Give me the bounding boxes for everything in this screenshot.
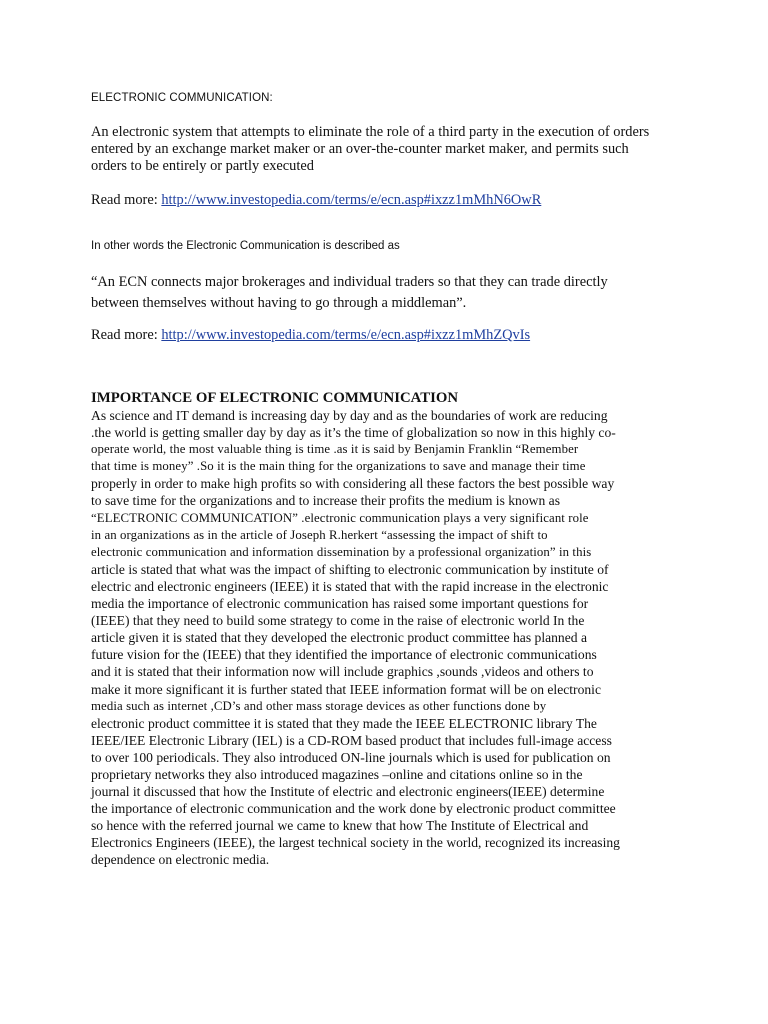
importance-body-paragraph — [91, 407, 691, 869]
body-line: electric and electronic engineers (IEEE) it is stated that with the rapid increase in the electronic — [91, 578, 609, 594]
body-line: Electronics Engineers (IEEE), the largest technical society in the world, recognized its increasing — [91, 835, 620, 851]
body-line: that time is money” .So it is the main thing for the organizations to save and manage their time — [91, 459, 586, 474]
read-more-label: Read more: — [91, 192, 162, 208]
body-line: dependence on electronic media. — [91, 852, 270, 868]
read-more-line-2 — [91, 327, 530, 344]
body-line: so hence with the referred journal we came to knew that how The Institute of Electrical and — [91, 818, 589, 834]
investopedia-link-1[interactable]: http://www.investopedia.com/terms/e/ecn.asp#ixzz1mMhN6OwR — [161, 192, 542, 208]
body-line: the importance of electronic communication and the work done by electronic product committee — [91, 801, 616, 817]
body-line: proprietary networks they also introduced magazines –online and citations online so in the — [91, 766, 583, 782]
body-line: journal it discussed that how the Institute of electric and electronic engineers(IEEE) determine — [91, 784, 605, 800]
ecn-quote — [91, 272, 691, 314]
paragraph-line: entered by an exchange market maker or an over-the-counter market maker, and permits such — [91, 141, 629, 157]
definition-paragraph — [91, 124, 691, 175]
quote-line: “An ECN connects major brokerages and individual traders so that they can trade directly — [91, 274, 608, 290]
body-line: in an organizations as in the article of Joseph R.herkert “assessing the impact of shift to — [91, 527, 548, 542]
body-line: “ELECTRONIC COMMUNICATION” .electronic communication plays a very significant role — [91, 510, 589, 525]
body-line: make it more significant it is further stated that IEEE information format will be on electronic — [91, 681, 601, 697]
body-line: electronic communication and information dissemination by a professional organization” in this — [91, 544, 592, 559]
paragraph-line: orders to be entirely or partly executed — [91, 158, 314, 174]
body-line: .the world is getting smaller day by day as it’s the time of globalization so now in this highly co- — [91, 425, 616, 441]
read-more-label: Read more: — [91, 327, 162, 343]
body-line: electronic product committee it is stated that they made the IEEE ELECTRONIC library The — [91, 715, 597, 731]
quote-line: between themselves without having to go through a middleman”. — [91, 295, 467, 311]
body-line: article given it is stated that they developed the electronic product committee has planned a — [91, 630, 587, 646]
paragraph-line: An electronic system that attempts to eliminate the role of a third party in the execution of orders — [91, 124, 650, 140]
investopedia-link-2[interactable]: http://www.investopedia.com/terms/e/ecn.asp#ixzz1mMhZQvIs — [161, 327, 531, 343]
body-line: media the importance of electronic communication has raised some important questions for — [91, 596, 589, 612]
body-line: IEEE/IEE Electronic Library (IEL) is a CD-ROM based product that includes full-image access — [91, 732, 612, 748]
body-line: (IEEE) that they need to build some strategy to come in the raise of electronic world In the — [91, 613, 585, 629]
body-line: and it is stated that their information now will include graphics ,sounds ,videos and others to — [91, 664, 594, 680]
body-line: article is stated that what was the impact of shifting to electronic communication by institute of — [91, 561, 609, 577]
body-line: media such as internet ,CD’s and other mass storage devices as other functions done by — [91, 698, 547, 713]
body-line: to save time for the organizations and to increase their profits the medium is known as — [91, 493, 560, 509]
read-more-line-1 — [91, 192, 541, 209]
body-line: properly in order to make high profits so with considering all these factors the best possible way — [91, 476, 615, 492]
body-line: to over 100 periodicals. They also introduced ON-line journals which is used for publication on — [91, 749, 611, 765]
body-line: operate world, the most valuable thing is time .as it is said by Benjamin Franklin “Remember — [91, 442, 579, 457]
section-heading-importance: IMPORTANCE OF ELECTRONIC COMMUNICATION — [91, 390, 459, 406]
section-heading-electronic-communication: ELECTRONIC COMMUNICATION: — [91, 92, 273, 104]
subheading-other-words: In other words the Electronic Communication is described as — [91, 240, 400, 252]
body-line: As science and IT demand is increasing day by day and as the boundaries of work are reducing — [91, 408, 608, 423]
body-line: future vision for the (IEEE) that they identified the importance of electronic communications — [91, 647, 597, 663]
